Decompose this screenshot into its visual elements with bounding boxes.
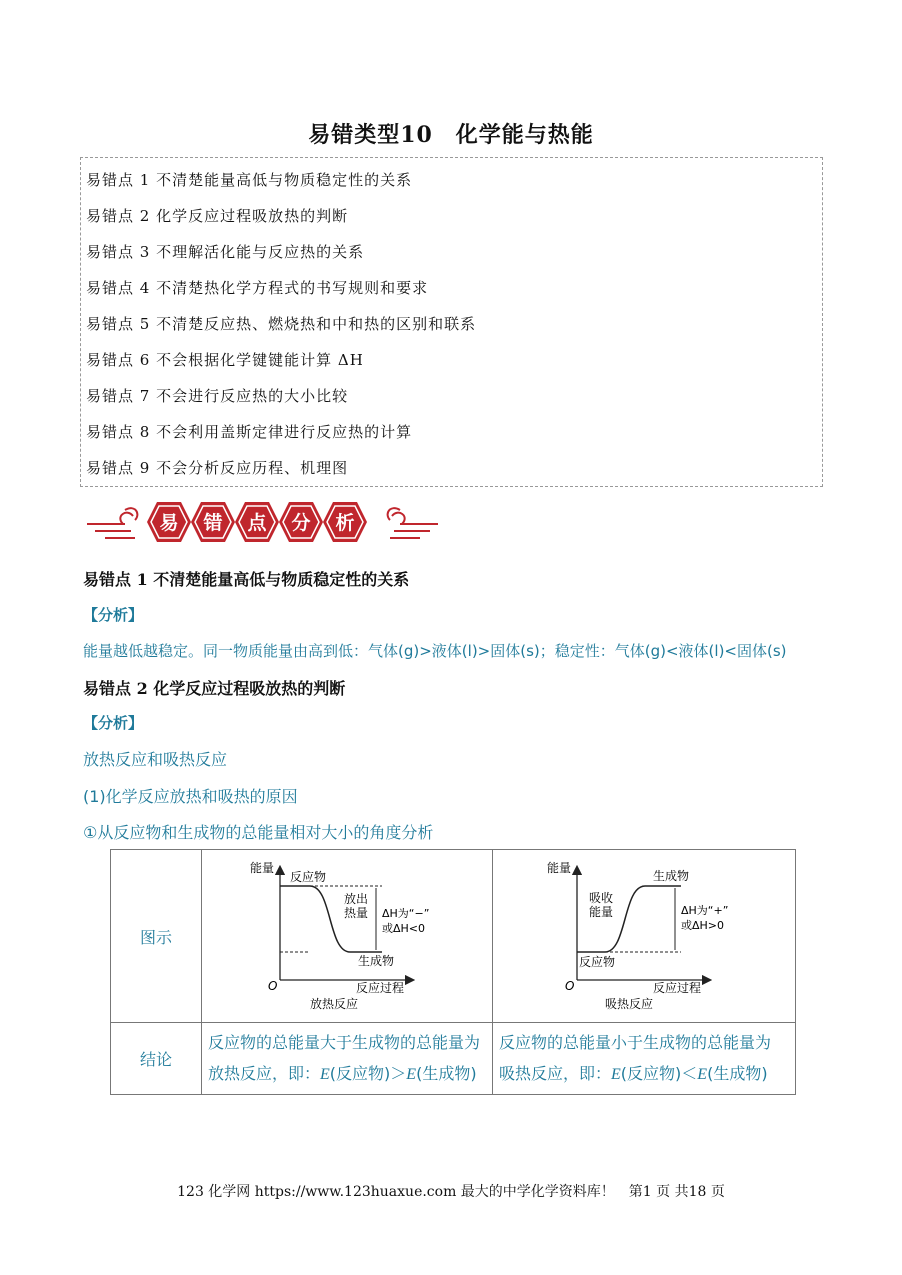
toc-item: 易错点 1 不清楚能量高低与物质稳定性的关系 [86, 171, 413, 189]
analysis-tag: 【分析】 [83, 714, 144, 732]
row-label: 结论 [111, 1023, 202, 1095]
exothermic-diagram-cell [202, 850, 493, 1023]
page-title: 易错类型10 化学能与热能 [308, 122, 594, 148]
reactant-label: 反应物 [579, 955, 616, 969]
comparison-table [110, 849, 796, 1095]
table-row [111, 1023, 796, 1095]
product-label: 生成物 [358, 954, 395, 968]
toc-item: 易错点 9 不会分析反应历程、机理图 [86, 459, 349, 477]
section-heading: 易错点 2 化学反应过程吸放热的判断 [83, 679, 346, 698]
endothermic-diagram [493, 850, 795, 1018]
conclusion-endothermic: 反应物的总能量小于生成物的总能量为 吸热反应，即：E(反应物)＜E(生成物) [493, 1023, 796, 1095]
table-row [111, 850, 796, 1023]
exothermic-diagram [202, 850, 492, 1018]
delta-h-label: 或ΔH>0 [681, 919, 725, 932]
conclusion-exothermic: 反应物的总能量大于生成物的总能量为 放热反应，即：E(反应物)＞E(生成物) [202, 1023, 493, 1095]
section-banner [85, 494, 440, 550]
diagram-caption: 吸热反应 [605, 997, 654, 1011]
y-axis-label: 能量 [250, 861, 275, 875]
banner-char: 易 [159, 512, 179, 534]
x-axis-label: 反应过程 [356, 981, 405, 995]
analysis-tag: 【分析】 [83, 606, 144, 624]
y-axis-label: 能量 [547, 861, 572, 875]
banner-char: 点 [247, 512, 267, 534]
toc-item: 易错点 6 不会根据化学键键能计算 ΔH [86, 351, 364, 369]
x-axis-label: 反应过程 [653, 981, 702, 995]
toc-item: 易错点 4 不清楚热化学方程式的书写规则和要求 [86, 279, 429, 297]
paragraph: 放热反应和吸热反应 [83, 750, 228, 769]
toc-item: 易错点 5 不清楚反应热、燃烧热和中和热的区别和联系 [86, 315, 477, 333]
paragraph: (1)化学反应放热和吸热的原因 [83, 787, 298, 806]
banner-char: 分 [291, 512, 311, 534]
delta-h-label: ΔH为“−” [382, 907, 430, 920]
page-footer: 123 化学网 https://www.123huaxue.com 最大的中学化学资料库！ 第1 页 共18 页 [177, 1184, 725, 1200]
toc-item: 易错点 8 不会利用盖斯定律进行反应热的计算 [86, 423, 413, 441]
toc-item: 易错点 3 不理解活化能与反应热的关系 [86, 243, 365, 261]
origin-label: O [268, 979, 278, 993]
product-label: 生成物 [653, 869, 690, 883]
reactant-label: 反应物 [290, 870, 327, 884]
toc-item: 易错点 2 化学反应过程吸放热的判断 [86, 207, 349, 225]
heat-label: 热量 [344, 906, 369, 920]
heat-label: 放出 [344, 892, 369, 906]
heat-label: 能量 [589, 905, 614, 919]
banner-left-swirl [87, 508, 137, 538]
toc-item: 易错点 7 不会进行反应热的大小比较 [86, 387, 349, 405]
toc-box [80, 157, 823, 487]
section-heading: 易错点 1 不清楚能量高低与物质稳定性的关系 [83, 570, 410, 589]
analysis-text: 能量越低越稳定。同一物质能量由高到低：气体(g)>液体(l)>固体(s)；稳定性：气体(g)<液体(l)<固体(s) [83, 642, 787, 660]
delta-h-label: ΔH为“+” [681, 904, 729, 917]
row-label: 图示 [111, 850, 202, 1023]
origin-label: O [565, 979, 575, 993]
diagram-caption: 放热反应 [310, 997, 359, 1011]
banner-right-swirl [388, 508, 438, 538]
endothermic-diagram-cell [493, 850, 796, 1023]
delta-h-label: 或ΔH<0 [382, 922, 426, 935]
paragraph: ①从反应物和生成物的总能量相对大小的角度分析 [83, 823, 434, 842]
banner-char: 错 [203, 512, 223, 534]
banner-char: 析 [335, 512, 355, 534]
heat-label: 吸收 [589, 891, 614, 905]
